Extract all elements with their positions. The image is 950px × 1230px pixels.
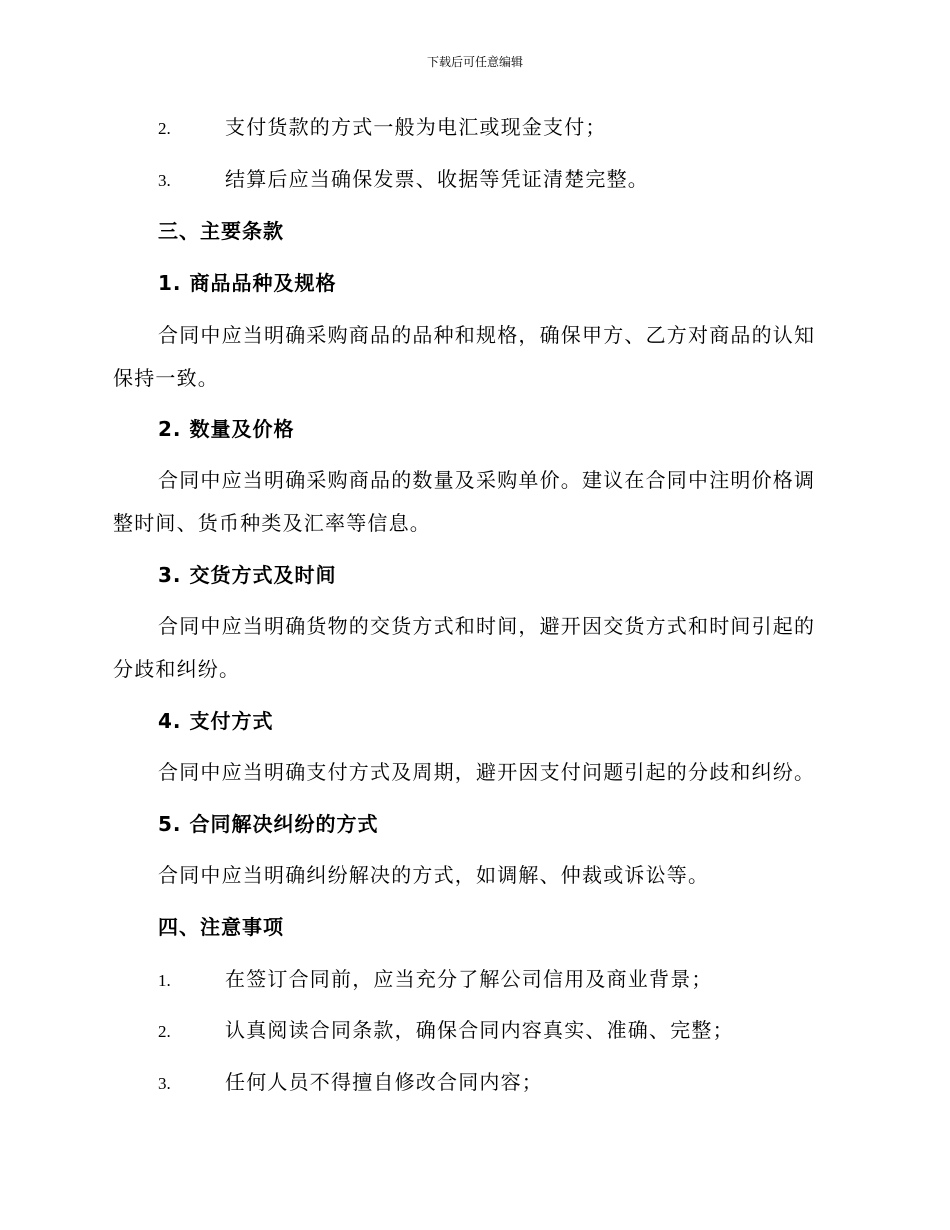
subsection-heading: 3. 交货方式及时间 bbox=[158, 563, 337, 587]
list-item-text: 任何人员不得擅自修改合同内容； bbox=[225, 1070, 543, 1094]
subsection-heading: 1. 商品品种及规格 bbox=[158, 271, 337, 295]
paragraph-line: 合同中应当明确支付方式及周期，避开因支付问题引起的分歧和纠纷。 bbox=[158, 760, 816, 784]
list-number: 1. bbox=[158, 971, 171, 990]
list-number: 2. bbox=[158, 119, 171, 138]
paragraph-line: 合同中应当明确采购商品的品种和规格，确保甲方、乙方对商品的认知 bbox=[158, 323, 816, 347]
page-header: 下载后可任意编辑 bbox=[426, 55, 523, 69]
paragraph-line: 合同中应当明确纠纷解决的方式，如调解、仲裁或诉讼等。 bbox=[158, 863, 710, 887]
list-number: 3. bbox=[158, 1074, 171, 1093]
section-heading: 四、注意事项 bbox=[158, 915, 284, 939]
list-item-text: 在签订合同前，应当充分了解公司信用及商业背景； bbox=[225, 967, 713, 991]
paragraph-line: 合同中应当明确货物的交货方式和时间，避开因交货方式和时间引起的 bbox=[158, 614, 816, 638]
list-number: 2. bbox=[158, 1022, 171, 1041]
subsection-heading: 5. 合同解决纠纷的方式 bbox=[158, 812, 379, 836]
paragraph-line: 整时间、货币种类及汇率等信息。 bbox=[113, 511, 431, 535]
section-heading: 三、主要条款 bbox=[158, 219, 284, 243]
paragraph-line: 合同中应当明确采购商品的数量及采购单价。建议在合同中注明价格调 bbox=[158, 468, 816, 492]
list-number: 3. bbox=[158, 171, 171, 190]
subsection-heading: 4. 支付方式 bbox=[158, 709, 274, 733]
subsection-heading: 2. 数量及价格 bbox=[158, 417, 295, 441]
list-item-text: 结算后应当确保发票、收据等凭证清楚完整。 bbox=[225, 167, 649, 191]
paragraph-line: 分歧和纠纷。 bbox=[113, 657, 241, 681]
list-item-text: 支付货款的方式一般为电汇或现金支付； bbox=[225, 115, 607, 139]
list-item-text: 认真阅读合同条款，确保合同内容真实、准确、完整； bbox=[225, 1018, 734, 1042]
paragraph-line: 保持一致。 bbox=[113, 366, 219, 390]
